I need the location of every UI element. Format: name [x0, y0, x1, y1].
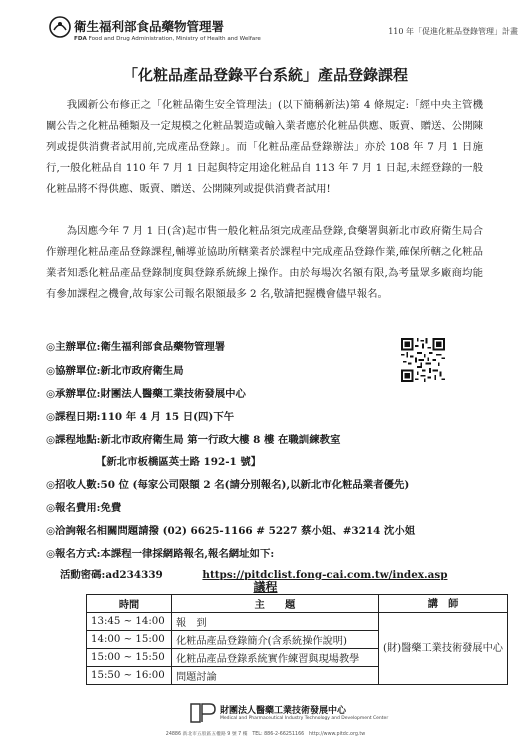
row-time: 15:00 ~ 15:50 [87, 649, 172, 667]
capacity: ◎招收人數:50 位 (每家公司限額 2 名(請分別報名),以新北市化粧品業者優先) [46, 479, 410, 491]
footer-address: 24886 新北市五股區五權路 9 號 7 樓 TEL: 886-2-66251166 http://www.pitdc.org.tw [165, 732, 366, 737]
org-name-zh: 衛生福利部食品藥物管理署 [74, 19, 225, 34]
col-time-header: 時間 [87, 595, 172, 613]
organizer: ◎主辦單位:衛生福利部食品藥物管理署 [46, 341, 226, 353]
speaker-cell: (財)醫藥工業技術發展中心 [378, 613, 507, 685]
contact-info: ◎洽詢報名相關問題請撥 (02) 6625-1166 # 5227 蔡小姐、#3214 沈小姐 [46, 525, 416, 537]
venue-address: 【新北市板橋區英士路 192-1 號】 [96, 456, 262, 468]
co-organizer: ◎協辦單位:新北市政府衛生局 [46, 365, 184, 377]
fee: ◎報名費用:免費 [46, 502, 122, 514]
registration-method: ◎報名方式:本課程一律採網路報名,報名網址如下: [46, 548, 275, 560]
page-title: 「化粧品產品登錄平台系統」產品登錄課程 [122, 66, 408, 84]
registration-link[interactable]: https://pitdclist.fong-cai.com.tw/index.asp [202, 569, 448, 581]
row-time: 15:50 ~ 16:00 [87, 667, 172, 685]
activity-password: 活動密碼:ad234339 [60, 569, 163, 581]
footer-org-zh: 財團法人醫藥工業技術發展中心 [220, 706, 347, 716]
row-topic: 報 到 [172, 613, 379, 631]
org-name-en: FDA Food and Drug Administration, Ministry of Health and Welfare [74, 36, 261, 42]
row-time: 14:00 ~ 15:00 [87, 631, 172, 649]
col-topic-header: 主 題 [172, 595, 379, 613]
agenda-title: 議程 [253, 580, 278, 594]
col-speaker-header: 講 師 [378, 595, 507, 613]
course-date: ◎課程日期:110 年 4 月 15 日(四)下午 [46, 411, 235, 423]
row-topic: 化粧品產品登錄系統實作練習與現場教學 [172, 649, 379, 667]
row-time: 13:45 ~ 14:00 [87, 613, 172, 631]
agenda-table [86, 594, 508, 685]
footer [0, 700, 531, 740]
qr-code-icon[interactable] [401, 338, 445, 382]
table-row [87, 613, 508, 631]
row-topic: 問題討論 [172, 667, 379, 685]
pitdc-logo-icon [190, 702, 216, 724]
fda-logo-icon [48, 16, 72, 38]
table-header-row [87, 595, 508, 613]
row-topic: 化粧品產品登錄簡介(含系統操作說明) [172, 631, 379, 649]
letterhead [48, 16, 518, 50]
project-name: 110 年「促進化粧品登錄管理」計畫 [388, 27, 518, 36]
footer-org-en: Medical and Pharmaceutical Industry Technology and Development Center [220, 716, 389, 721]
intro-paragraph: 我國新公布修正之「化粧品衛生安全管理法」(以下簡稱新法)第 4 條規定:「經中央主管機關公告之化粧品種類及一定規模之化粧品製造或輸入業者應於化粧品供應、販賣、贈送、公開陳列或提供消費者試用前,完成產品登錄」。而「化粧品產品登錄辦法」亦於 108 年 7 月 1 日施行,一般化粧品自 110 年 7 月 1 日起與特定用途化粧品自 113 年 7 月 1 日起,未經登錄的一般化粧品將不得供應、販賣、贈送、公開陳列或提供消費者試用! [46, 99, 483, 195]
executor: ◎承辦單位:財團法人醫藥工業技術發展中心 [46, 388, 246, 400]
course-venue: ◎課程地點:新北市政府衛生局 第一行政大樓 8 樓 在職訓練教室 [46, 434, 341, 446]
purpose-paragraph: 為因應今年 7 月 1 日(含)起市售一般化粧品須完成產品登錄,食藥署與新北市政府衛生局合作辦理化粧品產品登錄課程,輔導並協助所轄業者於課程中完成產品登錄作業,確保所轄之化粧品業者知悉化粧品產品登錄制度與登錄系統線上操作。由於每場次名額有限,為考量眾多廠商均能有參加課程之機會,故每家公司報名限額最多 2 名,敬請把握機會儘早報名。 [46, 225, 483, 300]
